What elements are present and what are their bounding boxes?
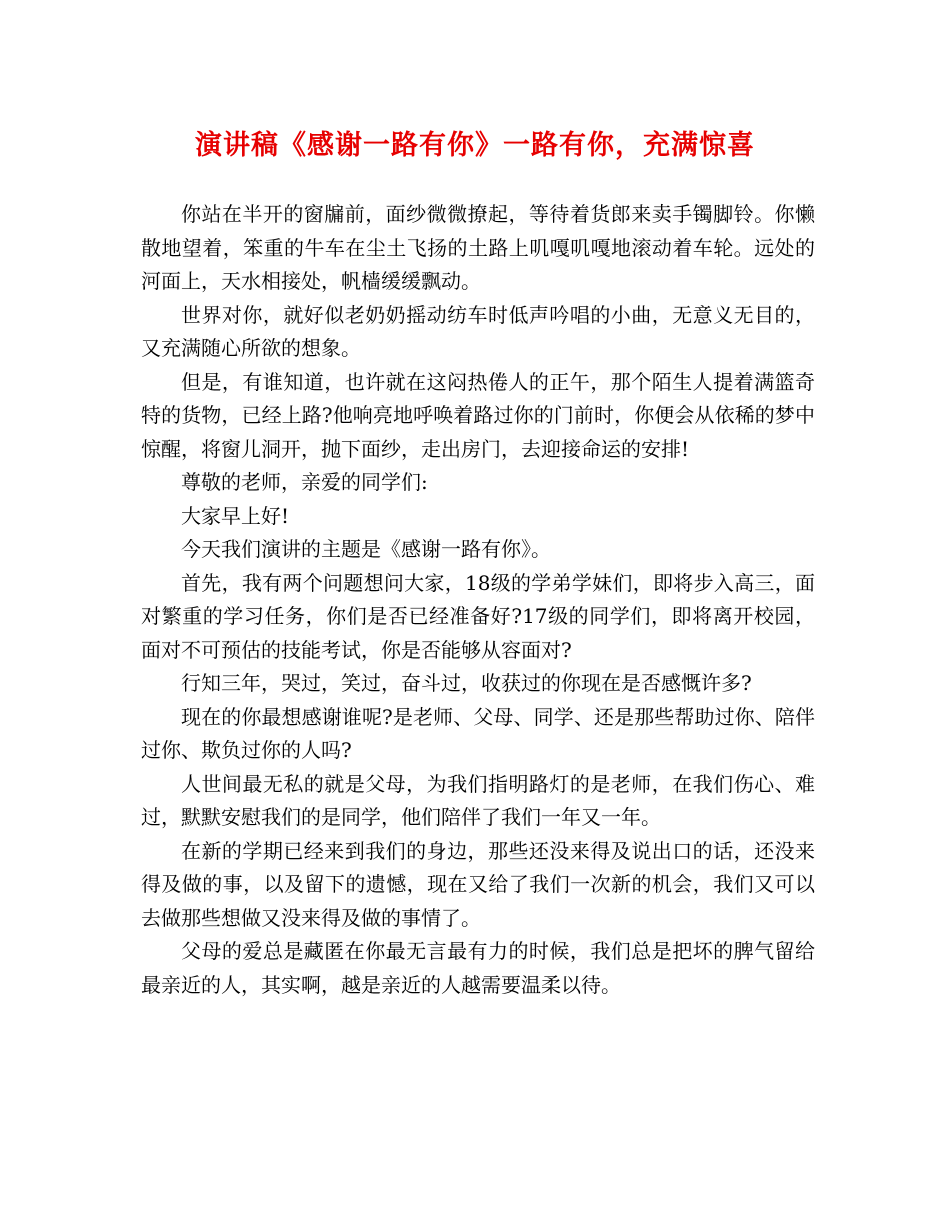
document-title: 演讲稿《感谢一路有你》一路有你，充满惊喜 (195, 130, 755, 161)
paragraph: 大家早上好! (181, 503, 290, 528)
paragraph: 行知三年，哭过，笑过，奋斗过，收获过的你现在是否感慨许多? (181, 671, 752, 695)
paragraph: 今天我们演讲的主题是《感谢一路有你》。 (181, 537, 551, 561)
paragraph: 父母的爱总是藏匿在你最无言最有力的时候，我们总是把坏的脾气留给最亲近的人，其实啊，越是亲近的人越需要温柔以待。 (141, 939, 815, 997)
paragraph: 尊敬的老师，亲爱的同学们: (181, 470, 428, 494)
paragraph: 人世间最无私的就是父母，为我们指明路灯的是老师，在我们伤心、难过，默默安慰我们的是同学，他们陪伴了我们一年又一年。 (141, 771, 815, 829)
paragraph: 你站在半开的窗牖前，面纱微微撩起，等待着货郎来卖手镯脚铃。你懒散地望着，笨重的牛车在尘土飞扬的土路上叽嘎叽嘎地滚动着车轮。远处的河面上，天水相接处，帆樯缓缓飘动。 (141, 202, 815, 293)
paragraph: 在新的学期已经来到我们的身边，那些还没来得及说出口的话，还没来得及做的事，以及留下的遗憾，现在又给了我们一次新的机会，我们又可以去做那些想做又没来得及做的事情了。 (141, 838, 815, 930)
paragraph: 现在的你最想感谢谁呢?是老师、父母、同学、还是那些帮助过你、陪伴过你、欺负过你的人吗? (141, 704, 815, 762)
paragraph: 但是，有谁知道，也许就在这闷热倦人的正午，那个陌生人提着满篮奇特的货物，已经上路?他响亮地呼唤着路过你的门前时，你便会从依稀的梦中惊醒，将窗儿洞开，抛下面纱，走出房门，去迎接命运的安排! (141, 369, 815, 461)
paragraph: 世界对你，就好似老奶奶摇动纺车时低声吟唱的小曲，无意义无目的，又充满随心所欲的想象。 (141, 302, 815, 360)
document-body (141, 198, 815, 1002)
paragraph: 首先，我有两个问题想问大家，18级的学弟学妹们，即将步入高三，面对繁重的学习任务，你们是否已经准备好?17级的同学们，即将离开校园，面对不可预估的技能考试，你是否能够从容面对? (141, 570, 815, 662)
